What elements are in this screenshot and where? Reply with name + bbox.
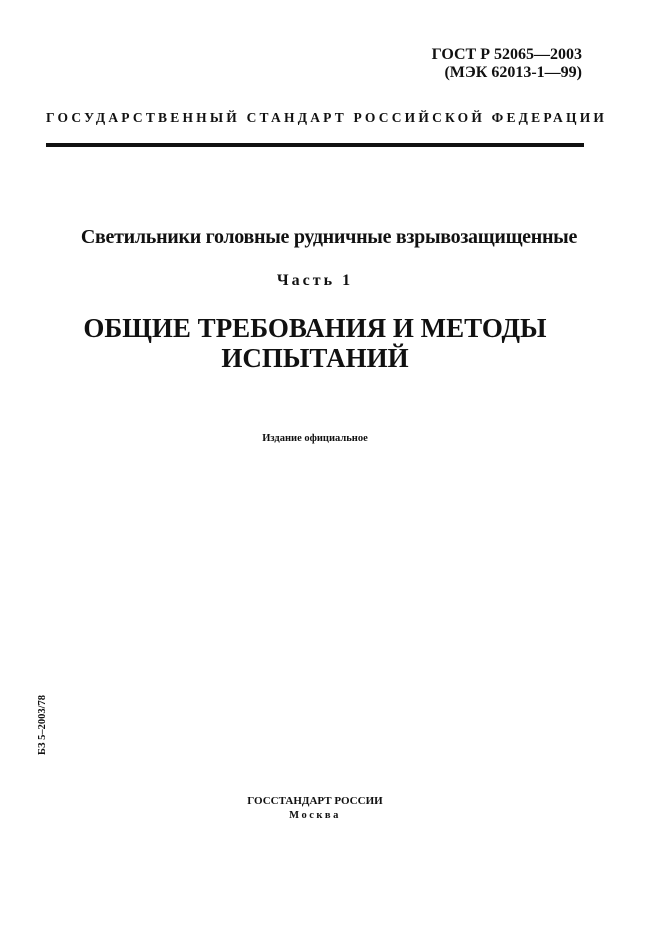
gost-number: ГОСТ Р 52065—2003 bbox=[431, 46, 582, 63]
publisher: ГОССТАНДАРТ РОССИИ bbox=[247, 795, 383, 807]
main-title-line-1: ОБЩИЕ ТРЕБОВАНИЯ И МЕТОДЫ bbox=[83, 313, 547, 343]
side-code: БЗ 5–2003/78 bbox=[37, 694, 48, 755]
main-title-line-2: ИСПЫТАНИЙ bbox=[221, 343, 409, 373]
city: Москва bbox=[289, 810, 341, 821]
part-label: Часть 1 bbox=[276, 272, 354, 289]
document-title: Светильники головные рудничные взрывозащищенные bbox=[80, 226, 578, 248]
header-divider bbox=[46, 143, 584, 147]
edition-label: Издание официальное bbox=[262, 433, 368, 444]
main-title bbox=[0, 313, 630, 373]
state-standard-label: ГОСУДАРСТВЕННЫЙ СТАНДАРТ РОССИЙСКОЙ ФЕДЕРАЦИИ bbox=[46, 110, 608, 125]
gost-code-block bbox=[432, 46, 582, 82]
iec-number: (МЭК 62013-1—99) bbox=[444, 64, 582, 81]
